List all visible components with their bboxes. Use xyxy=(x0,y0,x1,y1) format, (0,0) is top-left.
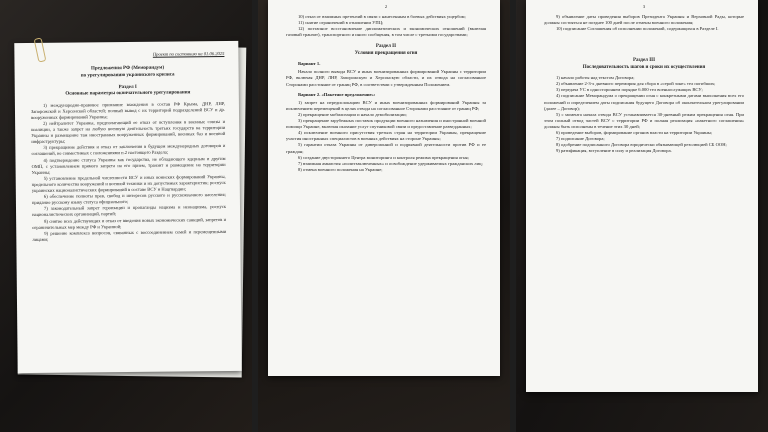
section-1-title: Основные параметры окончательного урегулирования xyxy=(65,90,191,97)
list-item: 4) подтверждение статуса Украины как государства, не обладающего ядерным и другим ОМП, с установлением прямого запрета на его прием, транзит и размещение на территории Украины; xyxy=(31,155,226,175)
draft-stamp: Проект по состоянию на 01.06.2025 xyxy=(152,50,225,57)
section-3-title: Последовательность шагов и сроки их осуществления xyxy=(582,64,706,70)
list-item: 3) передача УС в одностороннем порядке 6.000 тел военнослужащих ВСУ; xyxy=(556,87,703,93)
list-item: 5) гарантии отказа Украины от диверсионной и подрывной деятельности против РФ и ее граждан; xyxy=(286,142,486,154)
document-page-1 xyxy=(14,41,241,373)
list-item: 10) отказ от взаимных претензий в связи с нанесенным в боевых действиях ущербом; xyxy=(298,14,466,20)
list-item: 4) подписание Меморандума о прекращении огня с конкретными датами выполнения всех его положений и определением даты подписания будущего Договора об окончательном урегулировании (далее – Договор); xyxy=(544,93,744,111)
document-title-line-1: Предложения РФ (Меморандум) xyxy=(90,65,165,72)
section-2-heading xyxy=(286,44,486,57)
document-title xyxy=(31,65,225,80)
list-item: 5) установление предельной численности ВСУ и иных воинских формирований Украины, предельного количества вооружений и военной техники и их допустимых характеристик; роспуск украинских националистических формирований в составе ВСУ и Нацгвардии; xyxy=(31,173,226,194)
section-1-label: Раздел I xyxy=(118,84,137,90)
document-title-line-2: по урегулированию украинского кризиса xyxy=(80,72,175,78)
photo-page-2 xyxy=(258,0,510,432)
list-item: 11) снятие ограничений в отношении УПЦ; xyxy=(298,20,384,26)
list-item: 9) решение комплекса вопросов, связанных с воссоединением семей и перемещенными лицами; xyxy=(32,228,227,242)
list-item: 2) нейтралитет Украины, предполагающий ее отказ от вступления в военные союзы и коалиции, а также запрет на любую военную деятельность третьих государств на территории Украины и размещение там иностранных вооруженных формирований, военных баз и военной инфраструктуры; xyxy=(31,118,226,145)
list-item: 7) взаимная амнистия «политзаключенных» и освобождение удерживаемых гражданских лиц; xyxy=(298,160,483,166)
list-item: 7) законодательный запрет героизации и пропаганды нацизма и неонацизма, роспуск националистических организаций, партий; xyxy=(32,204,227,218)
list-item: 10) подписание Соглашения об исполнении положений, содержащихся в Разделе I. xyxy=(556,26,719,32)
list-item: 12) поэтапное восстановление дипломатических и экономических отношений (включая газовый транзит), транспортного и иного сообщения, в том числе с третьими государствами; xyxy=(286,26,486,38)
list-item: 2) прекращение мобилизации и начало демобилизации; xyxy=(298,111,407,117)
list-item: 1) запрет на передислокацию ВСУ и иных военизированных формирований Украины за исключением перемещений в целях отвода на согласованное Сторонами расстояние от границ РФ; xyxy=(286,99,486,111)
list-item: 9) объявление даты проведения выборов Президента Украины и Верховной Рады, которые должны состояться не позднее 100 дней после отмены военного положения; xyxy=(544,14,744,26)
list-item: 8) одобрение подписанного Договора юридически обязывающей резолюцией СБ ООН; xyxy=(556,142,727,148)
variant-1-text: Начало полного вывода ВСУ и иных военизированных формирований Украины с территории РФ, включая ДНР, ЛНР, Запорожскую и Херсонскую области, и их отвода на согласованное Сторонами расстояние от границ РФ, в соответствии с утвержденным Положением. xyxy=(286,69,486,87)
section-3-label: Раздел III xyxy=(632,58,656,64)
section-2-title: Условия прекращения огня xyxy=(354,50,418,56)
list-item: 6) создание двустороннего Центра мониторинга и контроля режима прекращения огня; xyxy=(298,154,469,160)
list-item: 6) обеспечение полноты прав, свобод и интересов русского и русскоязычного населения; придание русскому языку статуса официального; xyxy=(31,192,226,206)
list-item: 8) отмена военного положения на Украине; xyxy=(298,166,383,172)
page-number: 2 xyxy=(384,4,388,9)
list-item: 7) подписание Договора; xyxy=(556,136,605,142)
document-page-3 xyxy=(526,0,758,392)
list-item: 1) начало работы над текстом Договора; xyxy=(556,75,635,81)
page-number: 3 xyxy=(642,4,646,9)
document-page-2 xyxy=(268,0,500,376)
list-item: 2) объявление 2-3-х дневного перемирия для сбора в «серой зоне» тел погибших; xyxy=(556,81,716,87)
list-item: 6) проведение выборов, формирование органов власти на территории Украины; xyxy=(556,130,713,136)
variant-2-title: Вариант 2. «Пакетное предложение»: xyxy=(298,91,376,97)
section-1-heading xyxy=(31,84,225,99)
section-3-heading xyxy=(544,58,744,71)
list-item: 1) международно-правовое признание вхождения в состав РФ Крыма, ДНР, ЛНР, Запорожской и Херсонской областей; полный вывод с их территорий подразделений ВСУ и др. вооруженных формирований Украины; xyxy=(30,100,226,120)
list-item: 4) исключение военного присутствия третьих стран на территории Украины, прекращение участия иностранных специалистов в военных действиях на стороне Украины; xyxy=(286,130,486,142)
list-item: 9) ратификация, вступление в силу и реализация Договора. xyxy=(556,148,672,154)
list-item: 8) снятие всех действующих и отказ от введения новых экономических санкций, запретов и ограничительных мер между РФ и Украиной; xyxy=(32,216,227,230)
photo-page-1 xyxy=(0,0,252,432)
list-item: 3) прекращение действия и отказ от заключения в будущем международных договоров и соглашений, не совместимых с положениями п.2 настоящего Раздела; xyxy=(31,143,226,157)
list-item: 3) прекращение зарубежных поставок продукции военного назначения и иностранной военной помощи Украине, включая оказание услуг спутниковой связи и предоставление разведданных; xyxy=(286,118,486,130)
section-2-label: Раздел II xyxy=(375,44,397,50)
photo-page-3 xyxy=(516,0,768,432)
list-item: 5) с момента начала отвода ВСУ устанавливается 30-дневный режим прекращения огня. При этом полный отвод частей ВСУ с территории РФ и полная реализация «пакетного соглашения» должны быть исполнены в течение этих 30 дней; xyxy=(544,111,744,129)
variant-1-title: Вариант 1. xyxy=(298,61,321,67)
